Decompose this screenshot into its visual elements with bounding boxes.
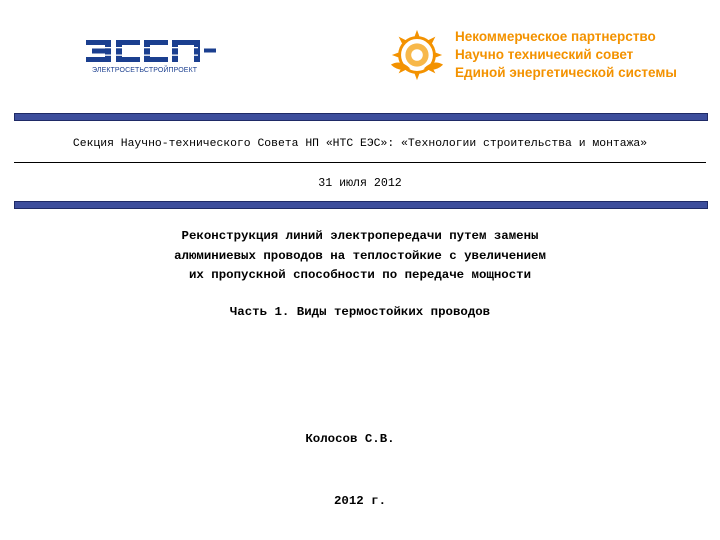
event-date: 31 июля 2012 (318, 177, 402, 190)
author-name: Колосов С.В. (305, 432, 395, 446)
title-line-1: Реконструкция линий электропередачи путем замены (181, 229, 539, 243)
partnership-line-3: Единой энергетической системы (455, 65, 677, 80)
presentation-title (60, 227, 660, 286)
essp-logo-caption: ЭЛЕКТРОСЕТЬСТРОЙПРОЕКТ (92, 67, 198, 74)
title-line-3: их пропускной способности по передаче мощности (188, 268, 532, 282)
nts-emblem-icon (388, 26, 446, 84)
year: 2012 г. (333, 494, 387, 508)
partnership-name (455, 28, 677, 82)
section-title: Секция Научно-технического Совета НП «НТС ЕЭС»: «Технологии строительства и монтажа» (72, 138, 648, 150)
divider-line (14, 162, 706, 163)
partnership-line-2: Научно технический совет (455, 47, 634, 62)
header-bar-top (14, 113, 708, 121)
partnership-line-1: Некоммерческое партнерство (455, 29, 656, 44)
header-bar-bottom (14, 201, 708, 209)
title-line-2: алюминиевых проводов на теплостойкие с увеличением (174, 248, 546, 263)
part-title: Часть 1. Виды термостойких проводов (229, 305, 491, 319)
